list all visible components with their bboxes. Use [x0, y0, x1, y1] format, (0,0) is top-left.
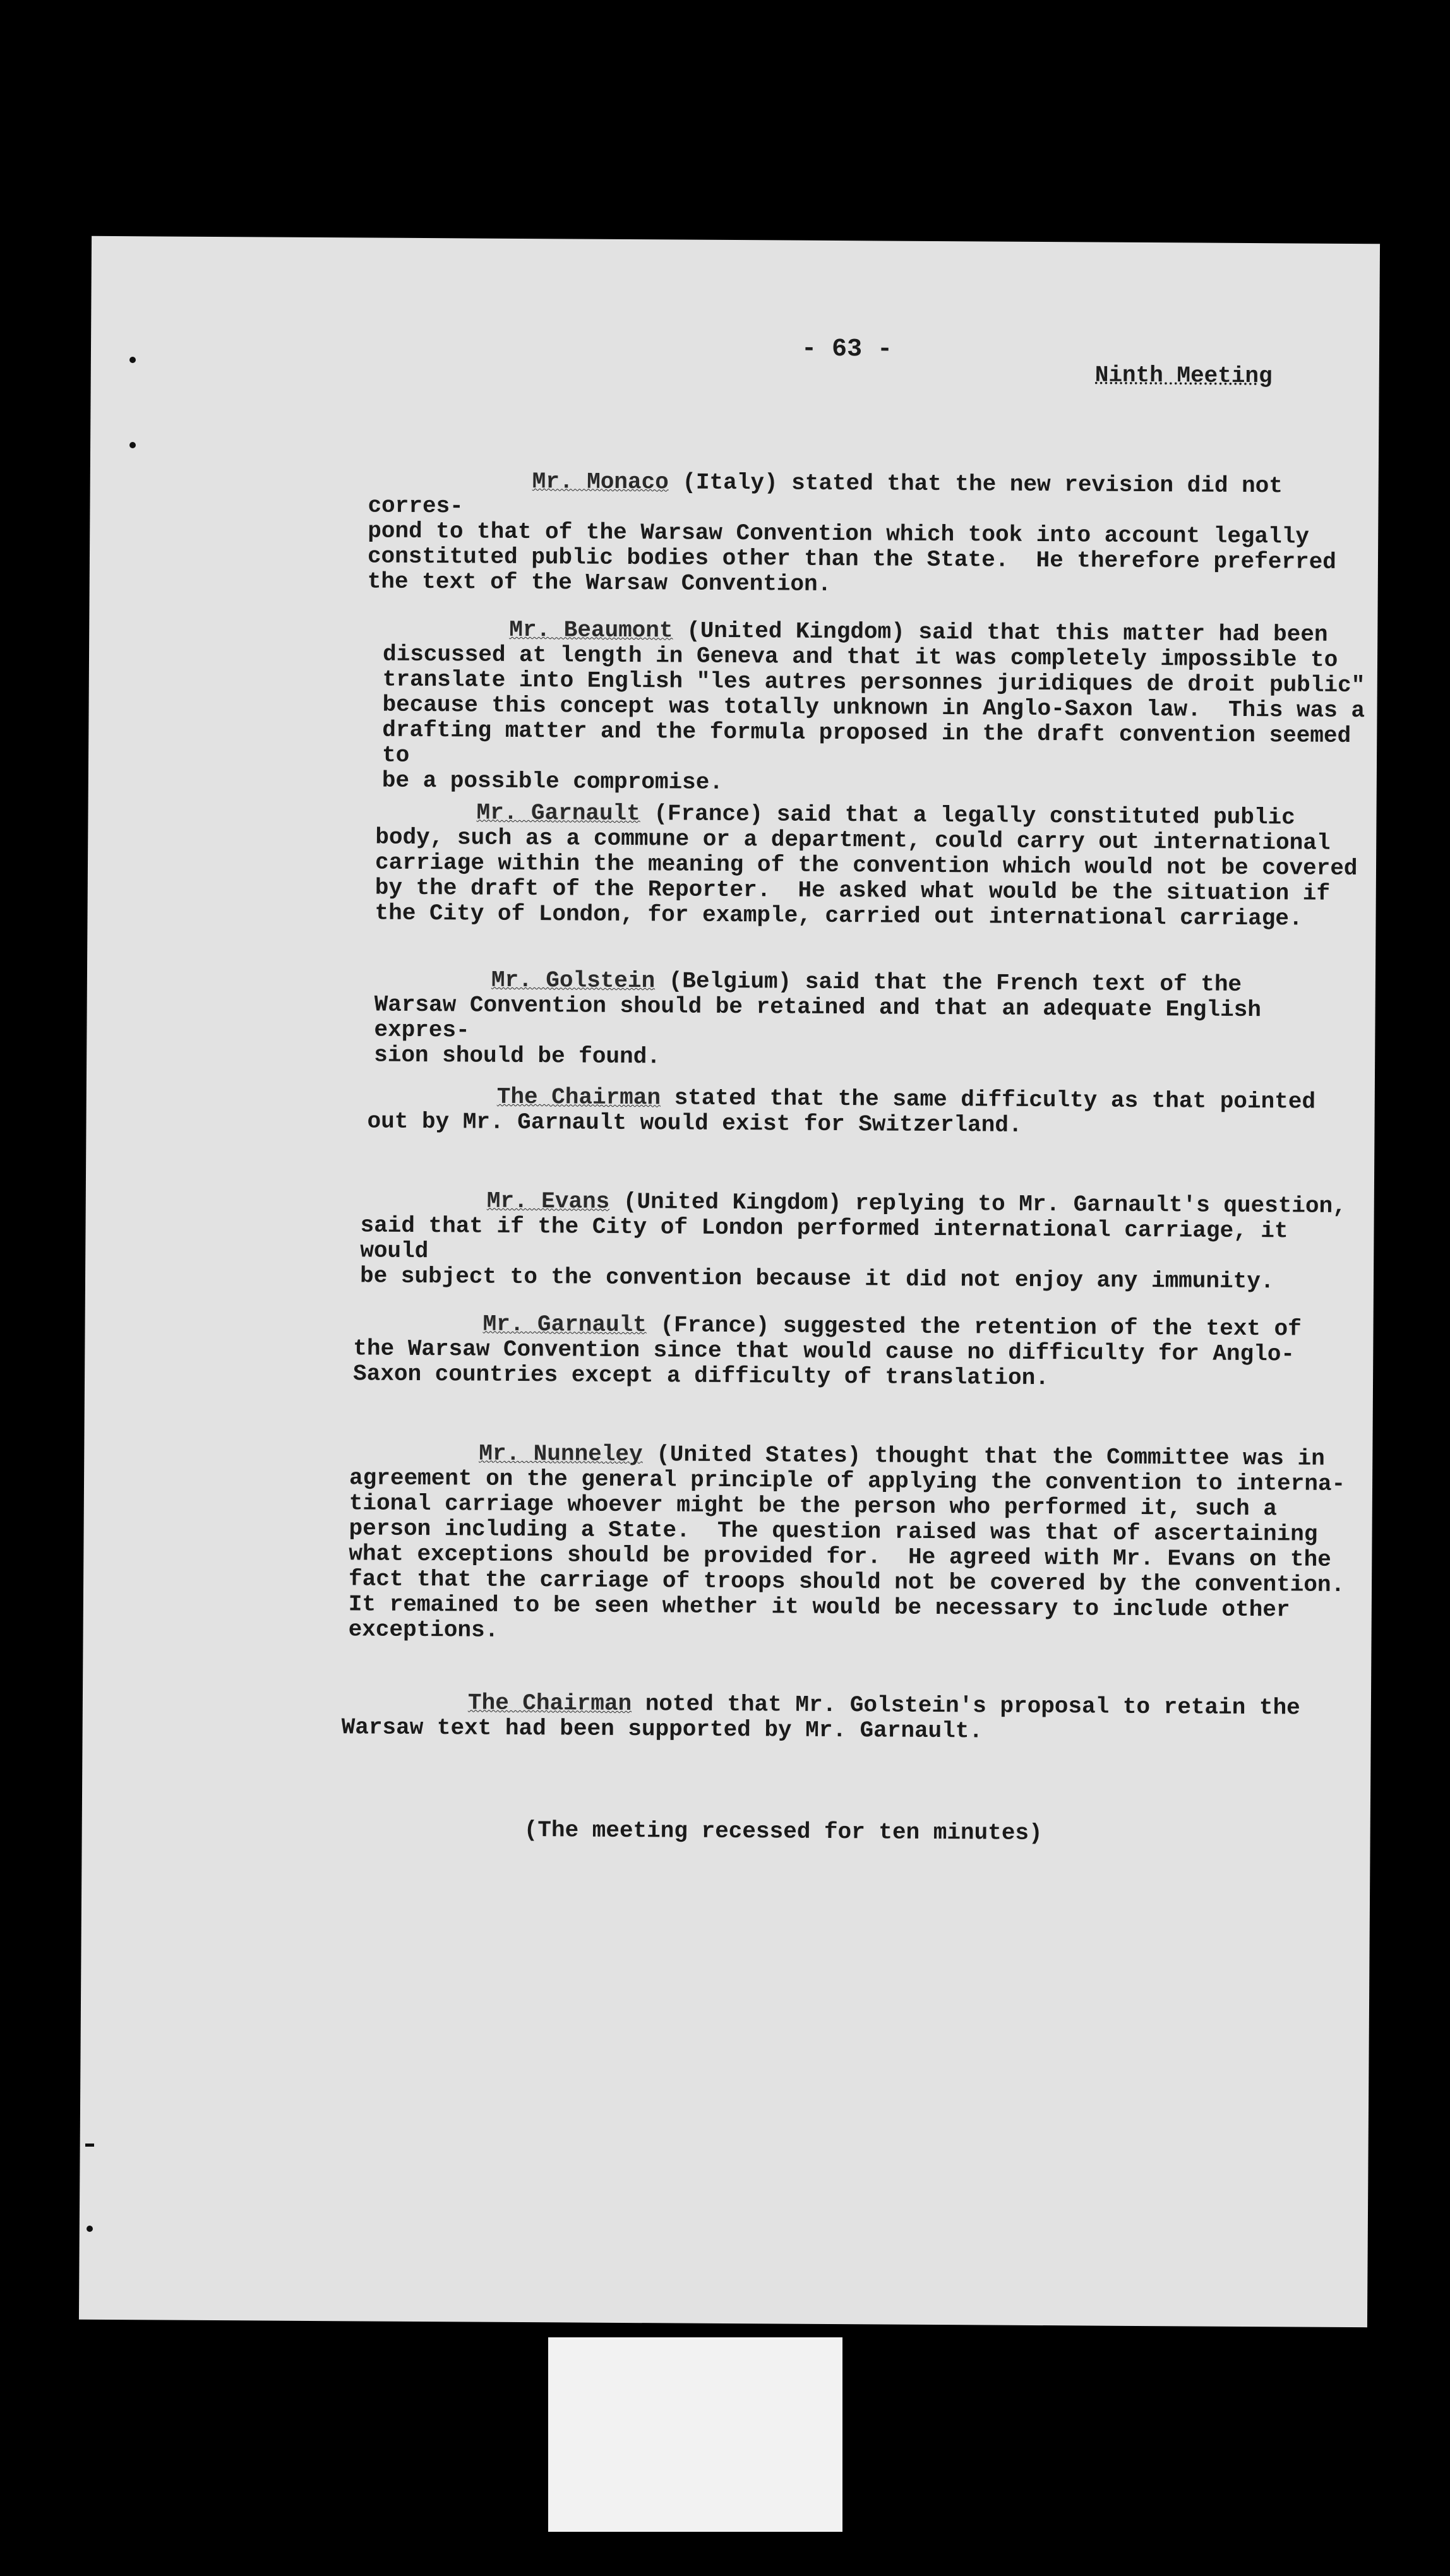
blank-card [548, 2337, 842, 2532]
paragraph-chairman-2 [342, 1690, 1339, 1746]
document-page [79, 236, 1380, 2327]
paragraph-text: (United Kingdom) replying to Mr. Garnault's question, said that if the City of London performed international carriage, it would be subject to the convention because it did not enjoy any immunity. [359, 1188, 1346, 1295]
speaker-name: Mr. Nunneley [479, 1440, 643, 1468]
punch-mark [85, 2144, 94, 2147]
speaker-name: Mr. Beaumont [509, 616, 673, 644]
paragraph-text: (Italy) stated that the new revision did not corres- pond to that of the Warsaw Convention which took into account legally constituted public bodies other than the State. He therefore preferred the text of the Warsaw Convention. [367, 469, 1336, 597]
speaker-name: Mr. Evans [486, 1188, 610, 1215]
paragraph-nunneley [348, 1440, 1347, 1649]
speaker-name: Mr. Golstein [491, 967, 656, 994]
paragraph-text: (France) suggested the retention of the text of the Warsaw Convention since that would cause no difficulty for Anglo- Saxon countries except a difficulty of translation. [352, 1312, 1302, 1392]
meeting-label: Ninth Meeting [1094, 362, 1273, 390]
speaker-name: Mr. Garnault [476, 799, 640, 827]
recess-note: (The meeting recessed for ten minutes) [524, 1817, 1043, 1847]
paragraph-monaco [368, 468, 1353, 600]
page-number: - 63 - [801, 335, 893, 364]
punch-mark [87, 2226, 93, 2232]
paragraph-text: (United States) thought that the Committee was in agreement on the general principle of applying the convention to interna- tional carriage whoever might be the person who performed it, such a person including a State. The question raised was that of ascertaining what exceptions should be provided for. He agreed with Mr. Evans on the fact that the carriage of troops should not be covered by the convention. It remained to be seen whether it would be necessary to include other exceptions. [348, 1441, 1346, 1643]
paragraph-beaumont [382, 617, 1369, 800]
paragraph-text: noted that Mr. Golstein's proposal to retain the Warsaw text had been supported by Mr. Garnault. [341, 1691, 1300, 1744]
paragraph-evans [360, 1188, 1358, 1295]
paragraph-garnault-1 [374, 800, 1360, 933]
paragraph-text: stated that the same difficulty as that pointed out by Mr. Garnault would exist for Switzerland. [367, 1085, 1316, 1138]
speaker-name: The Chairman [467, 1690, 632, 1717]
punch-mark [129, 357, 136, 363]
speaker-name: Mr. Monaco [532, 468, 669, 496]
paragraph-golstein [374, 967, 1360, 1075]
punch-mark [129, 442, 136, 448]
paragraph-garnault-2 [353, 1311, 1351, 1393]
paragraph-text: (France) said that a legally constituted public body, such as a commune or a department, could carry out international carriage within the meaning of the convention which would not be covered by the draft of the Reporter. He asked what would be the situation if the City of London, for example, carried out international carriage. [374, 801, 1358, 932]
paragraph-text: (Belgium) said that the French text of the Warsaw Convention should be retained and that an adequate English expres- sion should be found. [374, 968, 1275, 1070]
paragraph-chairman-1 [367, 1083, 1352, 1140]
paragraph-text: (United Kingdom) said that this matter had been discussed at length in Geneva and that it was completely impossible to translate into English "les autres personnes juridiques de droit public" because this concept was totally unknown in Anglo-Saxon law. This was a drafting matter and the formula proposed in the draft convention seemed to be a possible compromise. [381, 617, 1365, 796]
speaker-name: The Chairman [496, 1083, 661, 1111]
speaker-name: Mr. Garnault [482, 1311, 647, 1339]
